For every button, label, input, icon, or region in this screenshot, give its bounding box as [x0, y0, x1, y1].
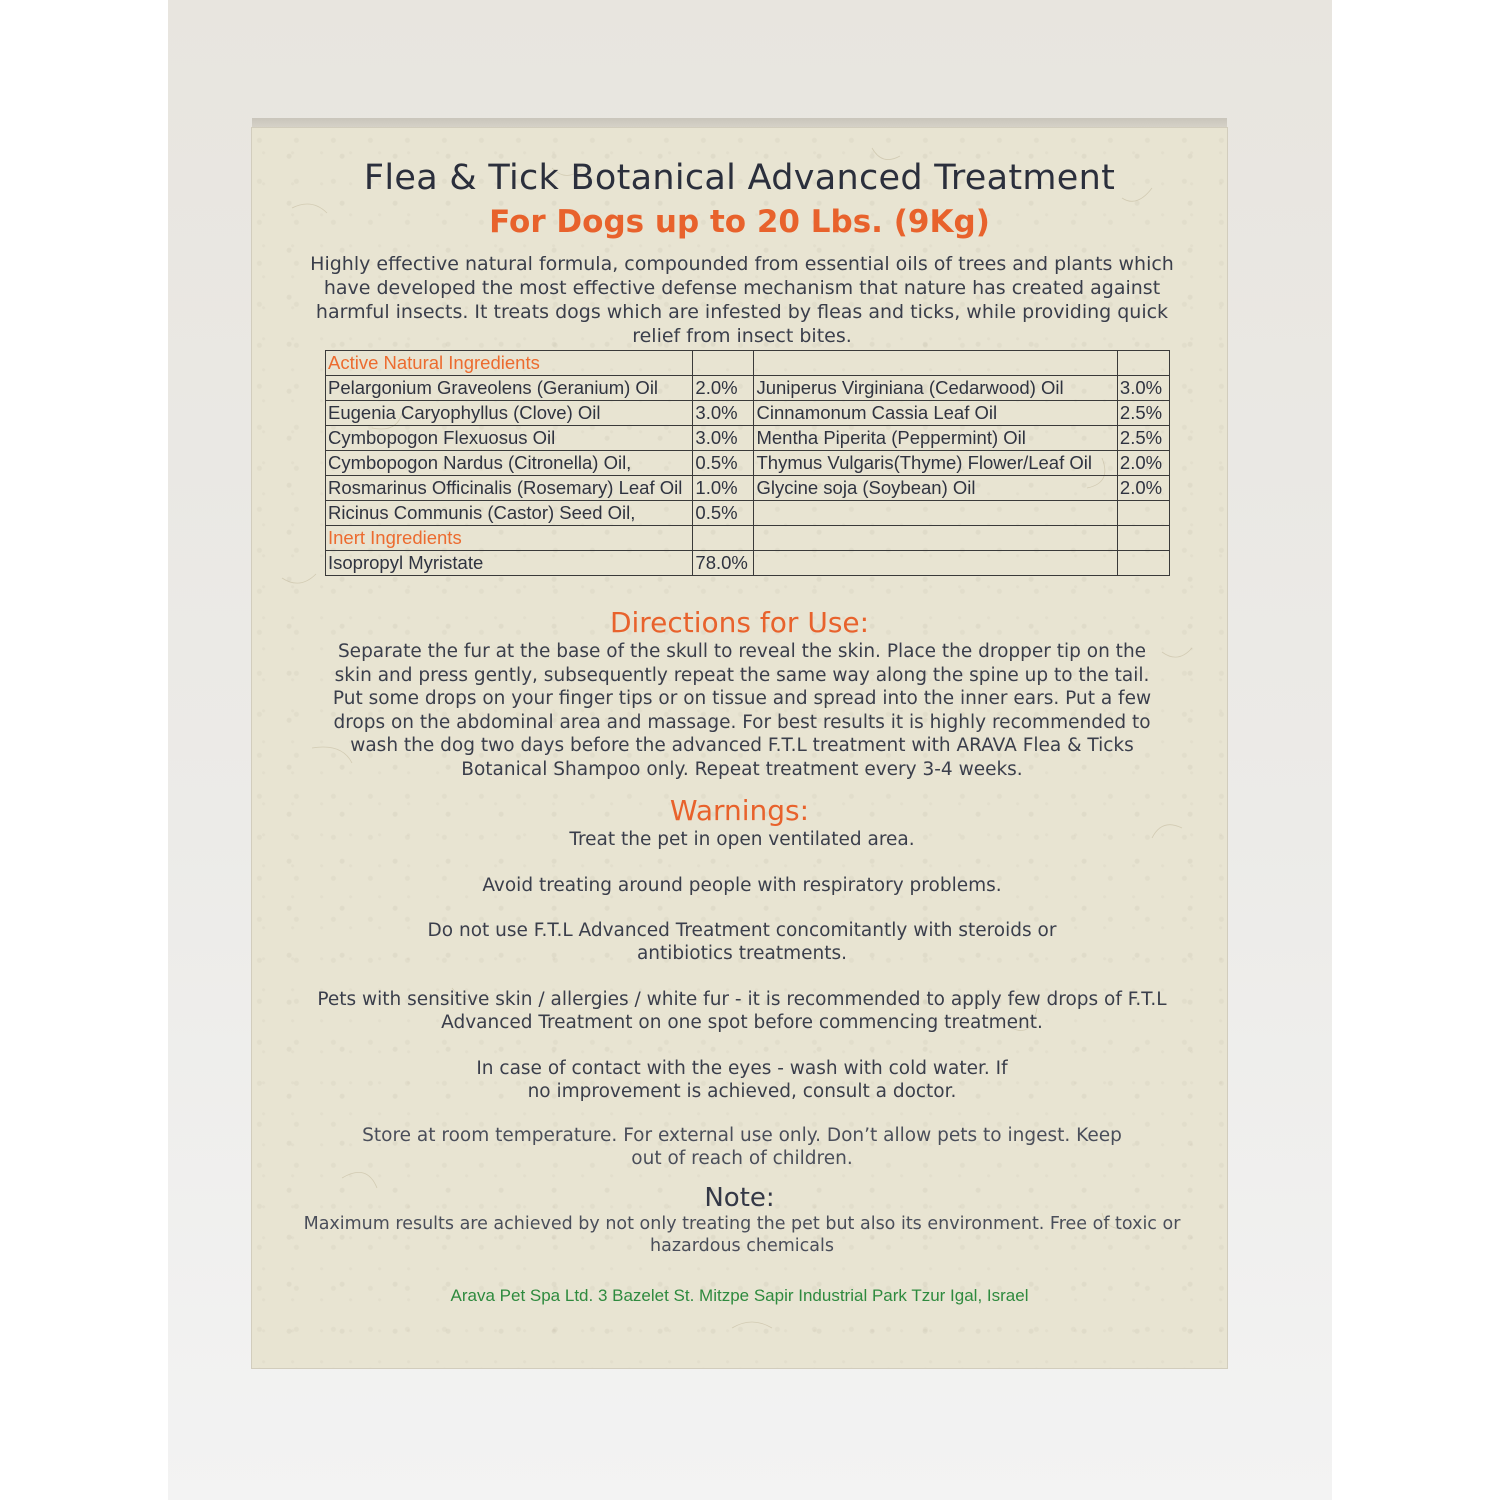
ingredient-name-cell: Eugenia Caryophyllus (Clove) Oil — [326, 401, 693, 426]
product-box-back — [252, 128, 1227, 1368]
table-row — [326, 451, 1170, 476]
table-row — [326, 501, 1170, 526]
directions-heading: Directions for Use: — [609, 606, 870, 639]
ingredient-name-cell: Thymus Vulgaris(Thyme) Flower/Leaf Oil — [754, 451, 1117, 476]
ingredient-percent-cell: 2.5% — [1117, 426, 1169, 451]
table-row — [326, 426, 1170, 451]
ingredient-name-cell — [754, 501, 1117, 526]
ingredient-percent-cell: 2.0% — [1117, 476, 1169, 501]
warning-item: Avoid treating around people with respiratory problems. — [482, 875, 1002, 896]
table-row — [326, 551, 1170, 576]
product-subtitle: For Dogs up to 20 Lbs. (9Kg) — [489, 204, 990, 240]
ingredient-name-cell: Isopropyl Myristate — [326, 551, 693, 576]
warning-item: In case of contact with the eyes - wash with cold water. If no improvement is achieved, consult a doctor. — [476, 1058, 1008, 1102]
ingredient-name-cell: Mentha Piperita (Peppermint) Oil — [754, 426, 1117, 451]
warning-item: Treat the pet in open ventilated area. — [569, 829, 915, 850]
ingredient-name-cell: Rosmarinus Officinalis (Rosemary) Leaf Oil — [326, 476, 693, 501]
table-row — [326, 401, 1170, 426]
ingredient-name-cell: Cymbopogon Nardus (Citronella) Oil, — [326, 451, 693, 476]
note-heading: Note: — [704, 1183, 775, 1213]
ingredient-percent-cell: 78.0% — [693, 551, 754, 576]
ingredient-percent-cell — [1117, 501, 1169, 526]
ingredient-percent-cell: 3.0% — [693, 426, 754, 451]
table-row — [326, 376, 1170, 401]
ingredient-name-cell — [754, 526, 1117, 551]
ingredient-name-cell: Ricinus Communis (Castor) Seed Oil, — [326, 501, 693, 526]
ingredient-percent-cell — [693, 526, 754, 551]
table-row — [326, 476, 1170, 501]
ingredient-percent-cell — [1117, 351, 1169, 376]
ingredient-name-cell: Cinnamonum Cassia Leaf Oil — [754, 401, 1117, 426]
directions-paragraph: Separate the fur at the base of the skull to reveal the skin. Place the dropper tip on the skin and press gently, subsequently repeat the same way along the spine up to the tail. Put some drops on your finger tips or on tissue and spread into the inner ears. Put a few drops on the abdominal area and massage. For best results it is highly recommended to wash the dog two days before the advanced F.T.L treatment with ARAVA Flea & Ticks Botanical Shampoo only. Repeat treatment every 3-4 weeks. — [332, 641, 1152, 780]
product-title: Flea & Tick Botanical Advanced Treatment — [363, 158, 1116, 198]
ingredient-percent-cell — [1117, 551, 1169, 576]
ingredient-percent-cell: 2.0% — [1117, 451, 1169, 476]
table-row — [326, 351, 1170, 376]
ingredient-name-cell: Juniperus Virginiana (Cedarwood) Oil — [754, 376, 1117, 401]
ingredient-percent-cell — [1117, 526, 1169, 551]
intro-paragraph: Highly effective natural formula, compounded from essential oils of trees and plants which have developed the most effective defense mechanism that nature has created against harmful insects. It treats dogs which are infested by fleas and ticks, while providing quick relief from insect bites. — [310, 253, 1174, 347]
ingredient-percent-cell: 1.0% — [693, 476, 754, 501]
warning-item: Store at room temperature. For external use only. Don’t allow pets to ingest. Keep out of reach of children. — [362, 1125, 1122, 1169]
section-heading-cell: Active Natural Ingredients — [326, 351, 693, 376]
ingredient-name-cell: Cymbopogon Flexuosus Oil — [326, 426, 693, 451]
ingredient-percent-cell — [693, 351, 754, 376]
ingredient-percent-cell: 3.0% — [1117, 376, 1169, 401]
ingredient-name-cell — [754, 551, 1117, 576]
ingredient-name-cell: Glycine soja (Soybean) Oil — [754, 476, 1117, 501]
table-row — [326, 526, 1170, 551]
warning-item: Pets with sensitive skin / allergies / white fur - it is recommended to apply few drops of F.T.L Advanced Treatment on one spot before commencing treatment. — [317, 989, 1167, 1033]
company-address: Arava Pet Spa Ltd. 3 Bazelet St. Mitzpe Sapir Industrial Park Tzur Igal, Israel — [450, 1286, 1029, 1305]
note-paragraph: Maximum results are achieved by not only treating the pet but also its environment. Free of toxic or hazardous chemicals — [303, 1214, 1181, 1256]
warning-item: Do not use F.T.L Advanced Treatment concomitantly with steroids or antibiotics treatments. — [427, 920, 1057, 964]
ingredient-percent-cell: 2.5% — [1117, 401, 1169, 426]
ingredient-percent-cell: 0.5% — [693, 451, 754, 476]
ingredient-percent-cell: 0.5% — [693, 501, 754, 526]
ingredient-percent-cell: 3.0% — [693, 401, 754, 426]
warnings-heading: Warnings: — [669, 794, 810, 827]
ingredient-percent-cell: 2.0% — [693, 376, 754, 401]
ingredient-name-cell: Pelargonium Graveolens (Geranium) Oil — [326, 376, 693, 401]
ingredient-name-cell — [754, 351, 1117, 376]
ingredients-table — [325, 350, 1170, 576]
section-heading-cell: Inert Ingredients — [326, 526, 693, 551]
